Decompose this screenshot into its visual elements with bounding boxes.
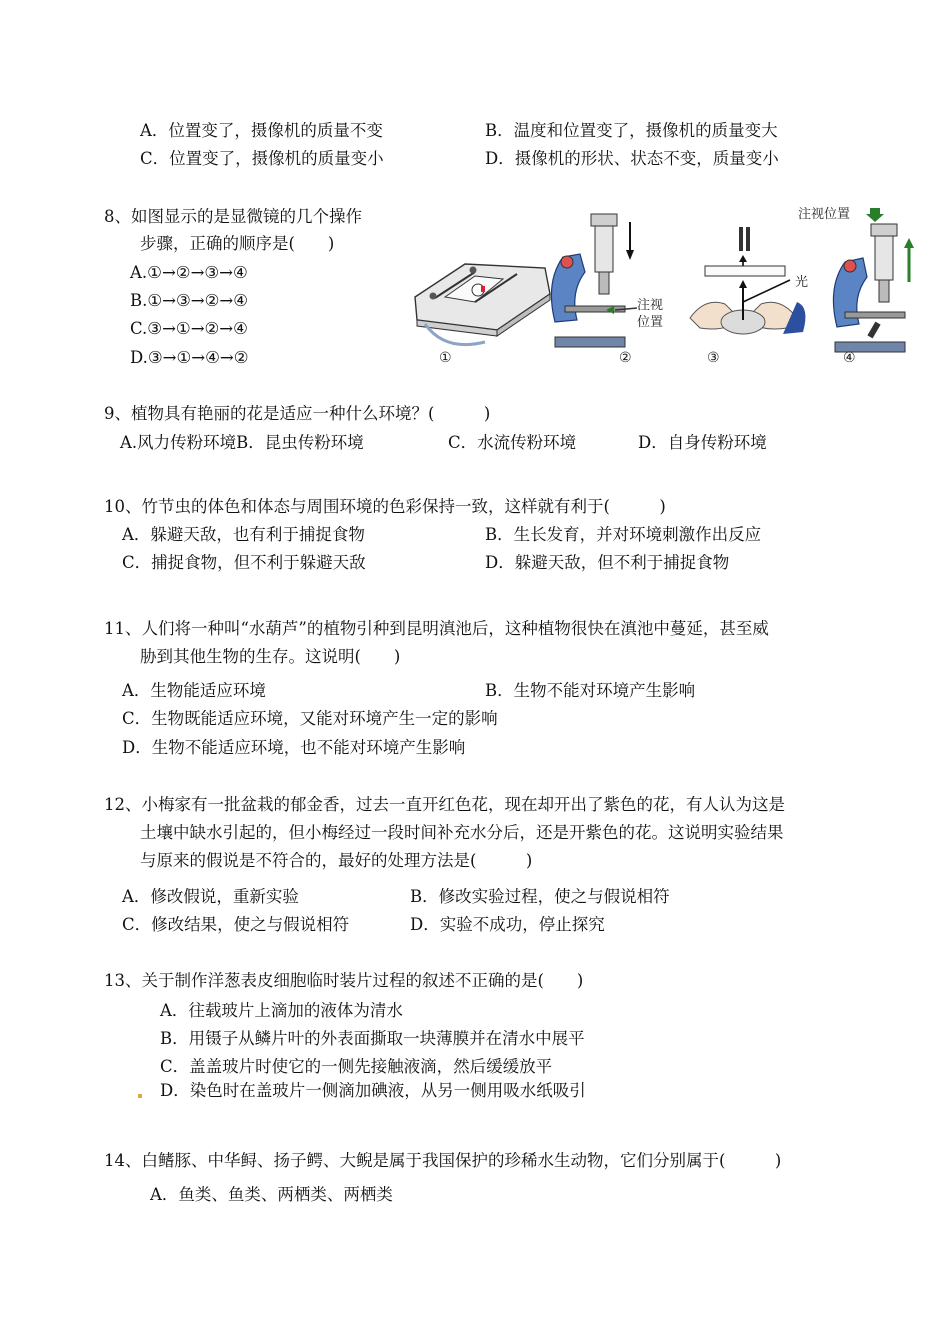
- q12-option-b: B．修改实验过程，使之与假说相符: [410, 887, 670, 906]
- q13-stem: 13、关于制作洋葱表皮细胞临时装片过程的叙述不正确的是( ): [104, 971, 584, 990]
- microscope-steps-figure: [405, 202, 925, 370]
- q8-stem-line2: 步骤，正确的顺序是( ): [140, 234, 335, 253]
- figure-label-2: ②: [619, 350, 632, 366]
- q9-option-c: C．水流传粉环境: [448, 433, 577, 452]
- q11-stem-line1: 11、人们将一种叫“水葫芦”的植物引种到昆明滇池后，这种植物很快在滇池中蔓延，甚至威: [104, 619, 769, 638]
- q8-option-d: D.③→①→④→②: [130, 348, 249, 367]
- q11-stem-line2: 胁到其他生物的生存。这说明( ): [140, 647, 401, 666]
- figure-label-3: ③: [707, 350, 720, 366]
- step4-microscope-illustration: [833, 208, 914, 352]
- q12-option-c: C．修改结果，使之与假说相符: [122, 915, 350, 934]
- q13-option-a: A．往载玻片上滴加的液体为清水: [160, 1001, 403, 1020]
- q7-option-c: C．位置变了，摄像机的质量变小: [140, 149, 384, 168]
- q12-stem-line3: 与原来的假说是不符合的，最好的处理方法是( ): [140, 851, 533, 870]
- q11-option-a: A．生物能适应环境: [122, 681, 266, 700]
- stray-mark: [138, 1094, 142, 1098]
- figure-watch-label-a: 注视: [637, 298, 664, 313]
- figure-watch-top-label: 注视位置: [798, 207, 851, 222]
- step2-microscope-illustration: [551, 214, 637, 347]
- q12-stem-line1: 12、小梅家有一批盆栽的郁金香，过去一直开红色花，现在却开出了紫色的花，有人认为这是: [104, 795, 785, 814]
- q10-option-b: B．生长发育，并对环境刺激作出反应: [485, 525, 762, 544]
- q10-option-a: A．躲避天敌，也有利于捕捉食物: [122, 525, 365, 544]
- q14-stem: 14、白鳍豚、中华鲟、扬子鳄、大鲵是属于我国保护的珍稀水生动物，它们分别属于( ): [104, 1151, 782, 1170]
- q11-option-c: C．生物既能适应环境，又能对环境产生一定的影响: [122, 709, 498, 728]
- q7-option-d: D．摄像机的形状、状态不变，质量变小: [485, 149, 779, 168]
- q10-option-d: D．躲避天敌，但不利于捕捉食物: [485, 553, 730, 572]
- q8-option-a: A.①→②→③→④: [130, 263, 248, 282]
- q13-option-c: C．盖盖玻片时使它的一侧先接触液滴，然后缓缓放平: [160, 1057, 553, 1076]
- q10-option-c: C．捕捉食物，但不利于躲避天敌: [122, 553, 366, 572]
- step1-stage-illustration: [415, 264, 550, 345]
- q8-stem-line1: 8、如图显示的是显微镜的几个操作: [104, 207, 362, 226]
- figure-label-1: ①: [439, 350, 452, 366]
- q7-option-b: B．温度和位置变了，摄像机的质量变大: [485, 121, 778, 140]
- q8-option-b: B.①→③→②→④: [130, 291, 249, 310]
- q11-option-d: D．生物不能适应环境，也不能对环境产生影响: [122, 738, 466, 757]
- q7-option-a: A．位置变了，摄像机的质量不变: [140, 121, 383, 140]
- figure-watch-label-b: 位置: [637, 315, 664, 330]
- figure-label-4: ④: [843, 350, 856, 366]
- figure-light-label: 光: [795, 275, 809, 290]
- q8-option-c: C.③→①→②→④: [130, 319, 248, 338]
- q12-option-a: A．修改假说，重新实验: [122, 887, 299, 906]
- q9-stem: 9、植物具有艳丽的花是适应一种什么环境？( ): [104, 404, 491, 423]
- q10-stem: 10、竹节虫的体色和体态与周围环境的色彩保持一致，这样就有利于( ): [104, 497, 666, 516]
- step3-hands-illustration: [690, 227, 805, 334]
- q11-option-b: B．生物不能对环境产生影响: [485, 681, 696, 700]
- q12-option-d: D．实验不成功，停止探究: [410, 915, 605, 934]
- q13-option-b: B．用镊子从鳞片叶的外表面撕取一块薄膜并在清水中展平: [160, 1029, 585, 1048]
- q12-stem-line2: 土壤中缺水引起的，但小梅经过一段时间补充水分后，还是开紫色的花。这说明实验结果: [140, 823, 784, 842]
- q13-option-d: D．染色时在盖玻片一侧滴加碘液，从另一侧用吸水纸吸引: [160, 1081, 586, 1100]
- q9-option-d: D．自身传粉环境: [638, 433, 767, 452]
- q9-option-ab: A.风力传粉环境B．昆虫传粉环境: [120, 433, 364, 452]
- q14-option-a: A．鱼类、鱼类、两栖类、两栖类: [150, 1185, 393, 1204]
